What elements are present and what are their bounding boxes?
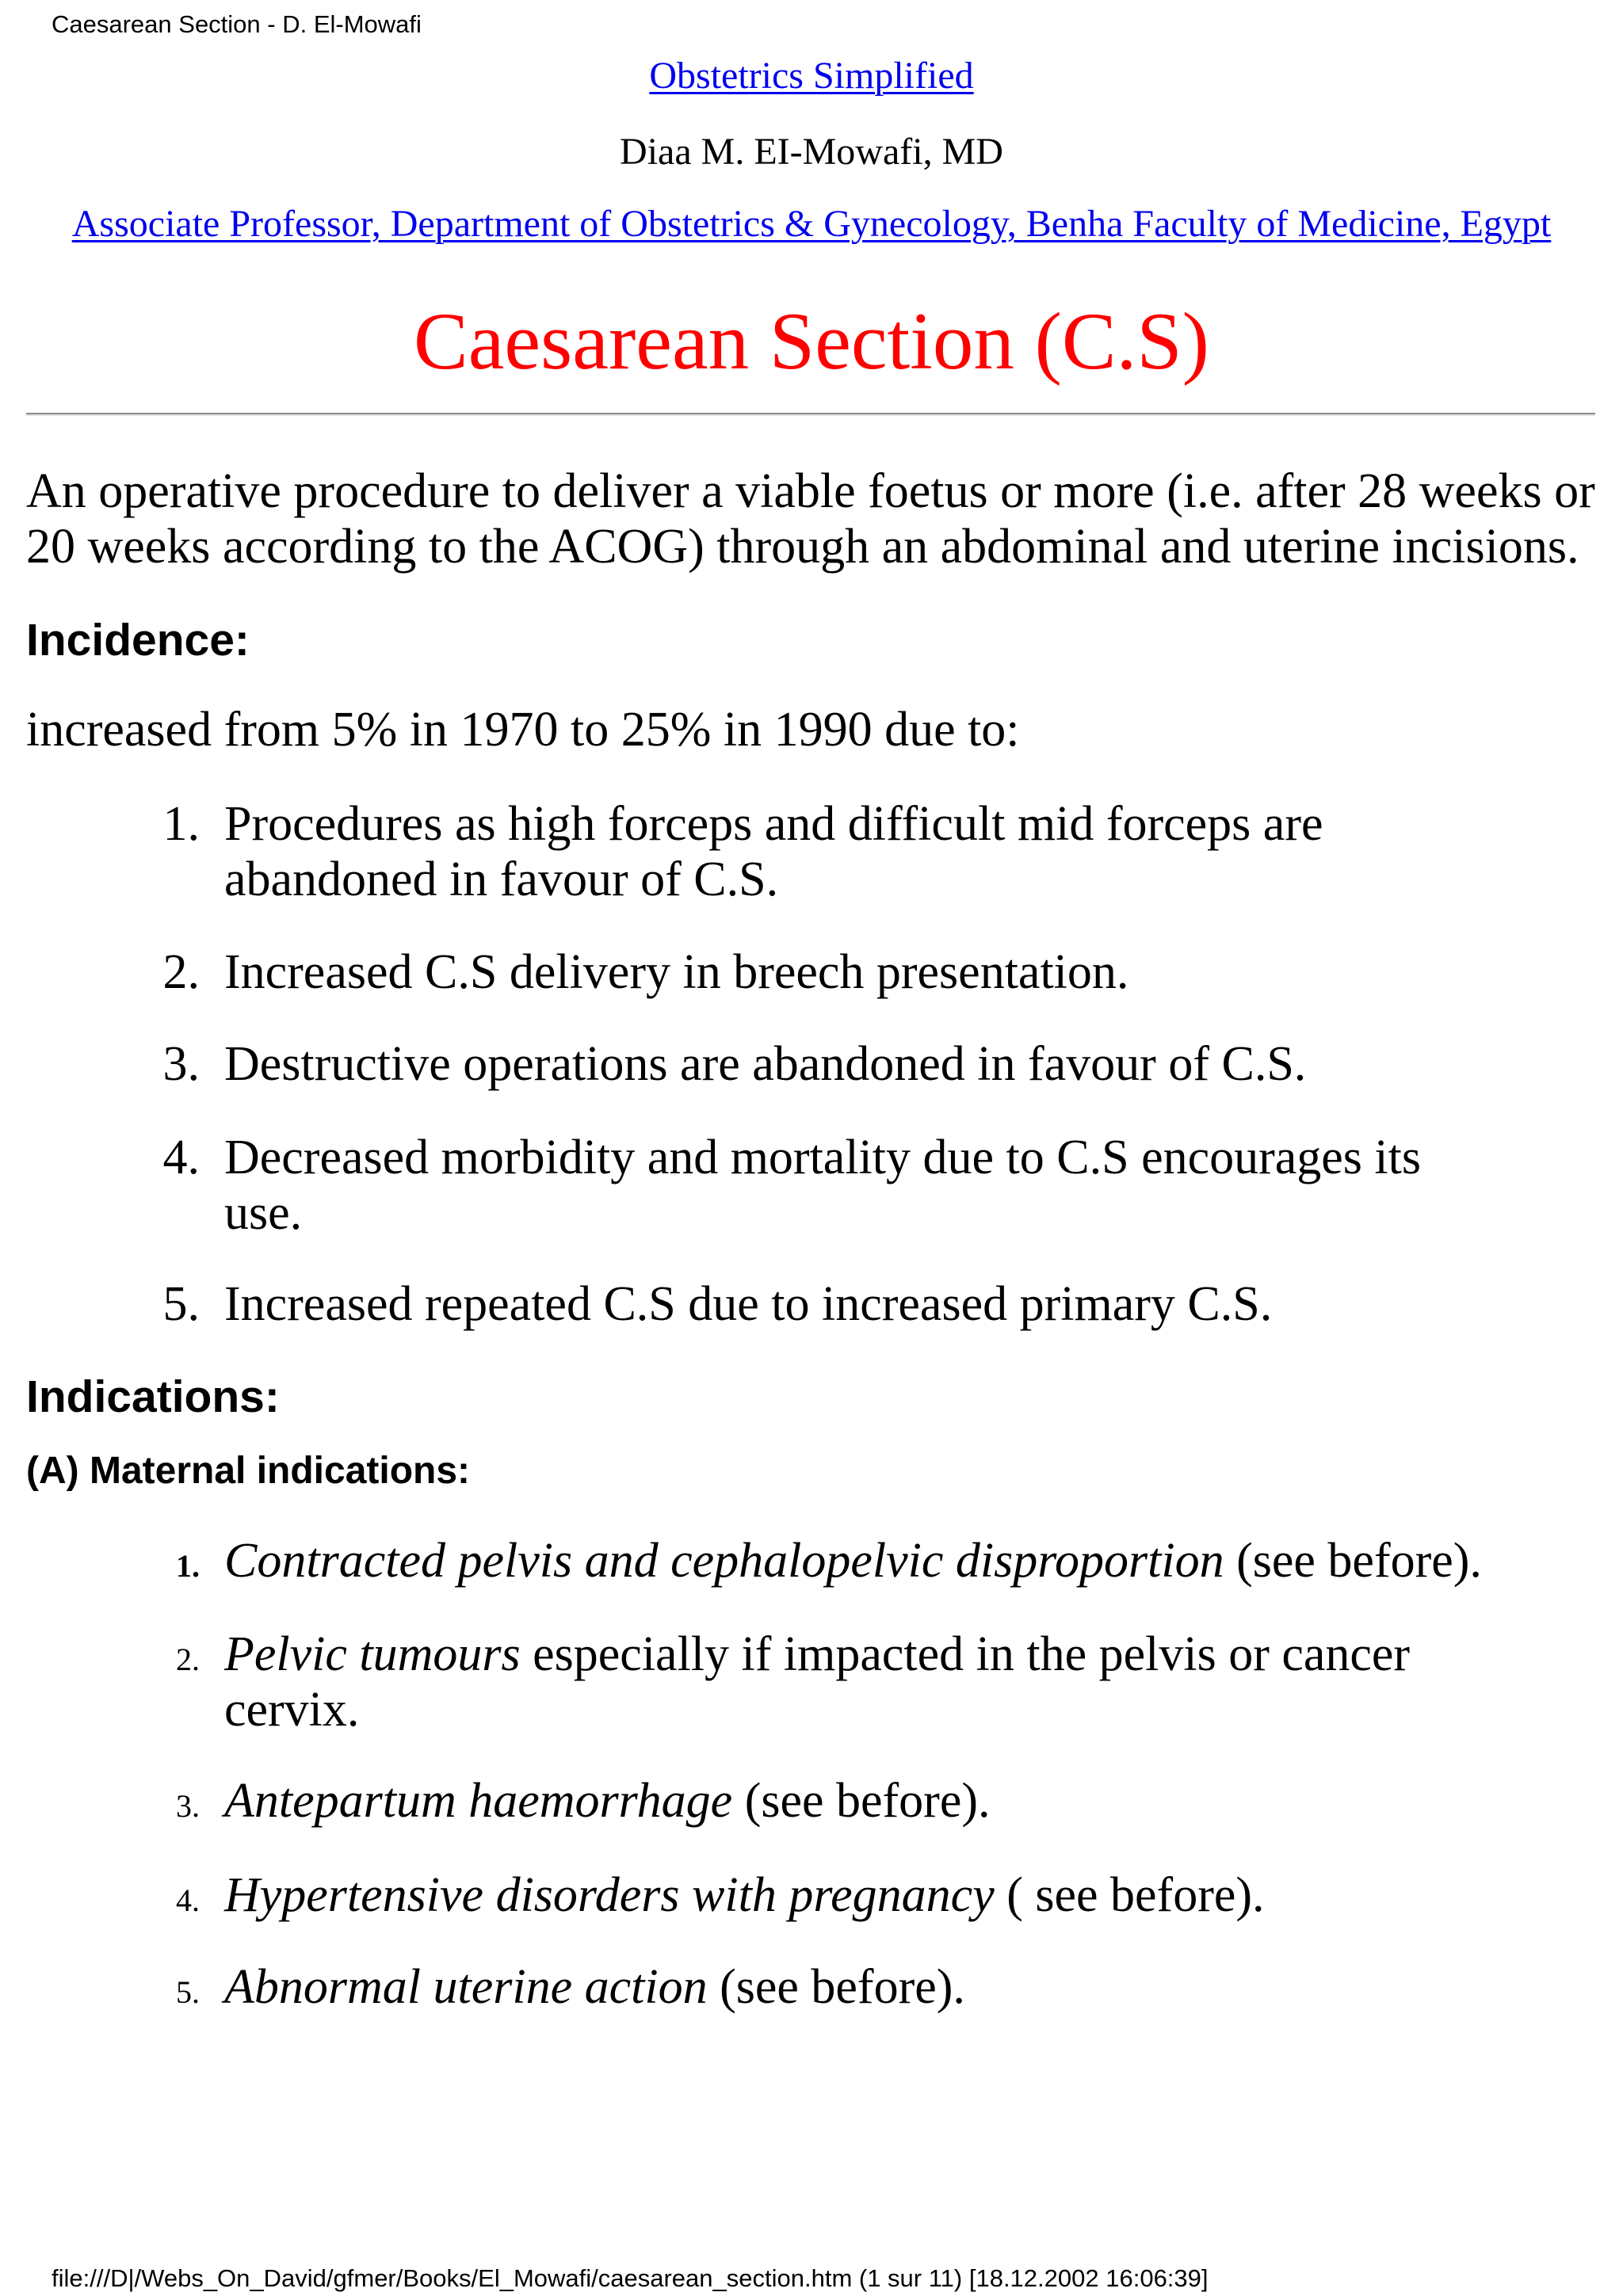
list-marker: 4. xyxy=(176,1882,200,1918)
list-item-term: Pelvic tumours xyxy=(224,1627,521,1681)
list-item-text: Increased C.S delivery in breech presentation. xyxy=(224,945,1129,999)
list-item xyxy=(136,1036,1306,1092)
list-item xyxy=(136,1867,1265,1928)
list-item-text: Destructive operations are abandoned in favour of C.S. xyxy=(224,1037,1307,1091)
author-name: Diaa M. EI-Mowafi, MD xyxy=(620,131,1003,173)
book-link[interactable]: Obstetrics Simplified xyxy=(649,55,974,97)
incidence-heading: Incidence: xyxy=(26,615,250,666)
list-item-term: Hypertensive disorders with pregnancy xyxy=(224,1868,995,1922)
list-item-note: (see before). xyxy=(732,1774,991,1828)
list-item-text xyxy=(224,1533,1482,1589)
maternal-indications-subheading: (A) Maternal indications: xyxy=(26,1450,471,1492)
list-item-text xyxy=(224,1627,1461,1737)
definition-paragraph: An operative procedure to deliver a viable foetus or more (i.e. after 28 weeks or 20 weeks according to the ACOG) through an abdominal and uterine incisions. xyxy=(26,464,1595,574)
list-item-text xyxy=(224,1867,1265,1923)
list-item xyxy=(136,1130,1461,1241)
affiliation-link-line xyxy=(0,202,1623,246)
list-item xyxy=(136,1627,1461,1737)
list-marker: 1. xyxy=(176,1548,200,1584)
list-item xyxy=(136,796,1461,907)
list-marker: 2. xyxy=(162,945,200,999)
print-header-title: Caesarean Section - D. El-Mowafi xyxy=(52,10,422,38)
print-footer-path: file:///D|/Webs_On_David/gfmer/Books/El_Mowafi/caesarean_section.htm (1 sur 11) [18.12.2002 16:06:39] xyxy=(52,2264,1209,2292)
list-item-note: (see before). xyxy=(1224,1534,1482,1588)
list-item xyxy=(136,944,1128,1000)
list-item-term: Contracted pelvis and cephalopelvic disproportion xyxy=(224,1534,1224,1588)
affiliation-link[interactable]: Associate Professor, Department of Obstetrics & Gynecology, Benha Faculty of Medicine, Egypt xyxy=(71,203,1552,245)
list-item xyxy=(136,1533,1482,1594)
list-marker: 2. xyxy=(176,1642,200,1677)
incidence-intro: increased from 5% in 1970 to 25% in 1990 due to: xyxy=(26,703,1020,757)
list-item-note: especially if impacted in the pelvis or cancer cervix. xyxy=(224,1627,1411,1737)
book-link-line xyxy=(0,54,1623,98)
list-item-text xyxy=(224,1773,991,1829)
list-item-term: Abnormal uterine action xyxy=(224,1960,708,2014)
list-item-text xyxy=(224,1959,965,2015)
list-item-note: (see before). xyxy=(707,1960,965,2014)
list-marker: 5. xyxy=(162,1277,200,1331)
list-item-text: Decreased morbidity and mortality due to C.S encourages its use. xyxy=(224,1131,1422,1240)
list-marker: 5. xyxy=(176,1974,200,2010)
list-item-text: Increased repeated C.S due to increased primary C.S. xyxy=(224,1277,1273,1331)
list-item xyxy=(136,1959,965,2020)
indications-heading: Indications: xyxy=(26,1371,280,1422)
list-item-note: ( see before). xyxy=(994,1868,1265,1922)
list-item-text: Procedures as high forceps and difficult mid forceps are abandoned in favour of C.S. xyxy=(224,797,1323,906)
list-marker: 1. xyxy=(162,797,200,851)
list-item xyxy=(136,1773,991,1834)
list-marker: 3. xyxy=(176,1788,200,1824)
list-item-term: Antepartum haemorrhage xyxy=(224,1774,733,1828)
list-item xyxy=(136,1276,1272,1332)
list-marker: 3. xyxy=(162,1037,200,1091)
list-marker: 4. xyxy=(162,1131,200,1184)
page-title: Caesarean Section (C.S) xyxy=(414,296,1209,387)
title-divider xyxy=(26,413,1595,416)
